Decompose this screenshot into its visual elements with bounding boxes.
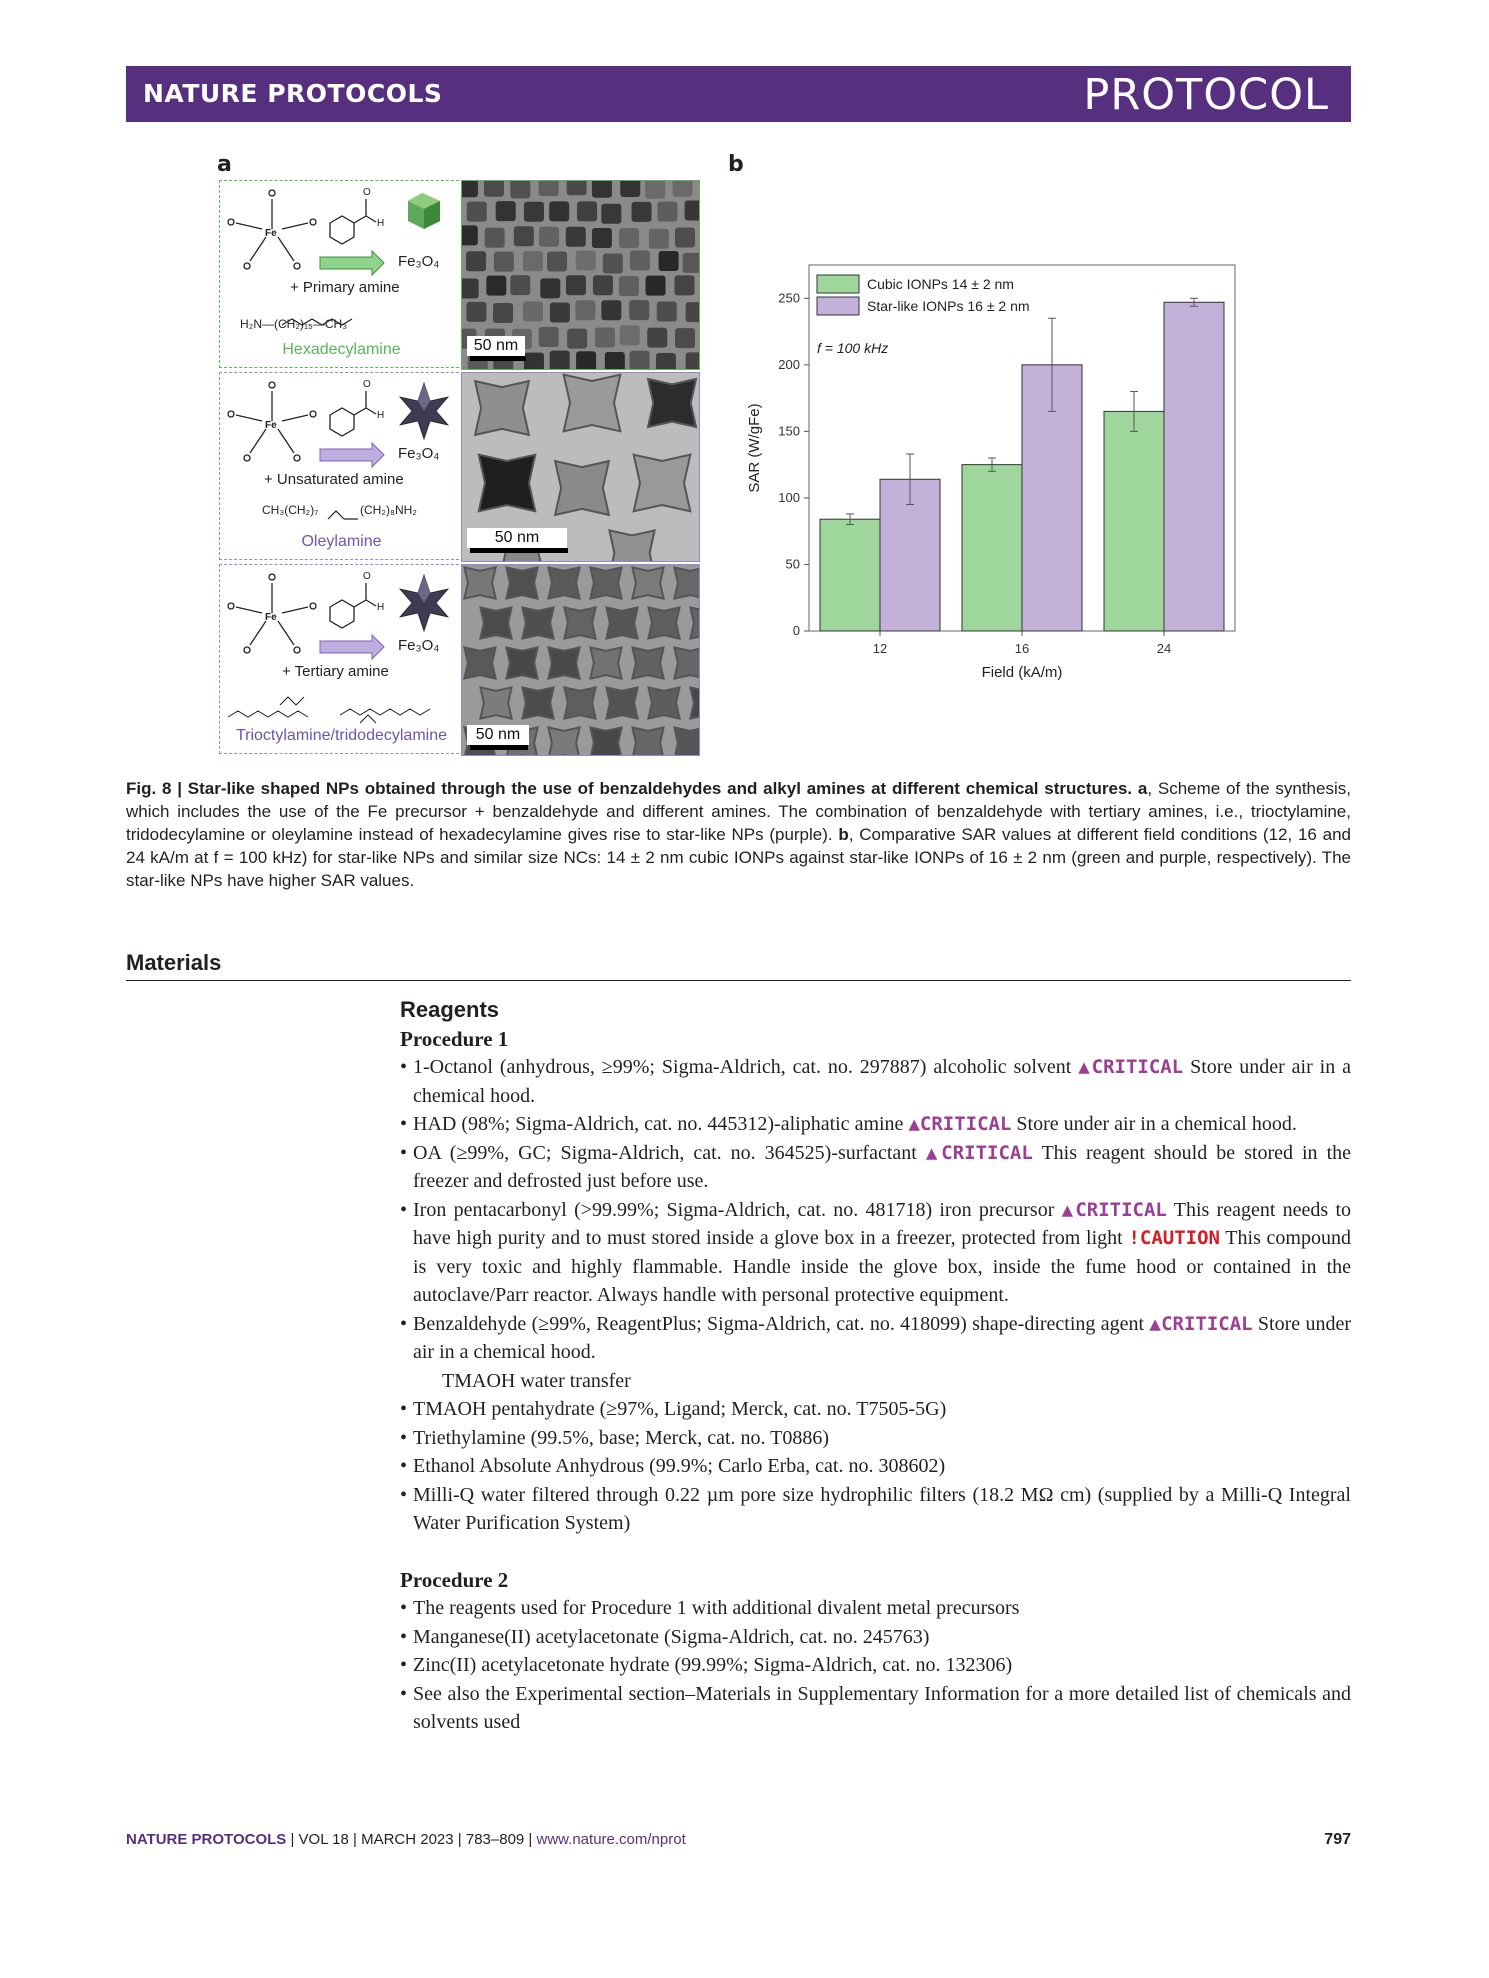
footer-volume: VOL 18 — [298, 1831, 349, 1848]
fe3o4-label: Fe₃O₄ — [398, 445, 440, 462]
nanostar — [590, 567, 621, 598]
nanocube — [592, 228, 612, 248]
critical-badge: ▲CRITICAL — [925, 1141, 1033, 1164]
nanocube — [675, 228, 695, 248]
fe-carbonyl-structure — [220, 181, 463, 367]
journal-name: NATURE PROTOCOLS — [143, 79, 443, 108]
amine-name-label: Hexadecylamine — [282, 341, 401, 358]
nanostar — [632, 567, 663, 598]
nanostar — [564, 687, 595, 718]
amine-type-label: + Unsaturated amine — [264, 471, 404, 488]
nanocube — [601, 300, 621, 320]
nanocube — [514, 226, 534, 246]
nanocube — [630, 351, 650, 369]
nanocube — [595, 328, 615, 348]
nanocube — [632, 202, 652, 222]
footer-journal: NATURE PROTOCOLS — [126, 1831, 287, 1848]
nanocube — [524, 202, 544, 222]
x-tick-label: 12 — [872, 641, 888, 656]
list-item: • Benzaldehyde (≥99%, ReagentPlus; Sigma-Aldrich, cat. no. 418099) shape-directing agent ▲CRITICAL Store under air in a chemical hood. — [400, 1310, 1351, 1367]
nanostar — [480, 607, 511, 638]
nanostar — [609, 530, 654, 561]
nanocube — [657, 302, 677, 322]
frequency-annotation: f = 100 kHz — [817, 340, 889, 356]
procedure-1-heading: Procedure 1 — [400, 1026, 509, 1051]
caution-badge: !CAUTION — [1128, 1227, 1220, 1249]
nanostar — [480, 687, 511, 718]
nanocube — [620, 181, 640, 197]
nanocube — [547, 251, 567, 271]
nanostar — [464, 567, 495, 598]
nanocube — [524, 353, 544, 369]
panel-a-label: a — [217, 152, 232, 177]
nanocube — [629, 300, 649, 320]
nanostar — [548, 647, 579, 678]
critical-badge: ▲CRITICAL — [1061, 1198, 1167, 1221]
nanocube — [672, 181, 692, 197]
nanocube — [675, 328, 695, 348]
nanocube — [674, 275, 694, 295]
procedure-1-list — [400, 1053, 1351, 1367]
bar-cubic-24 — [1104, 411, 1164, 631]
nanocube — [466, 302, 486, 322]
panel-b-label: b — [728, 152, 744, 177]
fe-carbonyl-structure — [220, 373, 463, 559]
reagents-section — [400, 996, 1351, 1737]
article-type: PROTOCOL — [1083, 70, 1329, 120]
y-tick-label: 0 — [792, 623, 800, 638]
nanocube — [683, 253, 699, 273]
hexadecylamine-formula: H₂N—(CH₂)₁₅—CH₃ — [240, 317, 348, 331]
nanostar — [648, 687, 679, 718]
fe-carbonyl-structure — [220, 565, 463, 753]
nanocube — [566, 275, 586, 295]
nanocube — [647, 328, 667, 348]
nanostar — [632, 647, 663, 678]
list-item: • Iron pentacarbonyl (>99.99%; Sigma-Aldrich, cat. no. 481718) iron precursor ▲CRITICAL This reagent needs to have high purity and to must stored inside a glove box in a freezer, protected from light !CAUTION This compound is very toxic and highly flammable. Handle inside the glove box, inside the fume hood or contained in the autoclave/Parr reactor. Always handle with personal protective equipment. — [400, 1196, 1351, 1310]
svg-text:O: O — [363, 187, 371, 198]
caption-b-text: , Comparative SAR values at different field conditions (12, 16 and 24 kA/m at f = 100 kHz) for star-like NPs and similar size NCs: 14 ± 2 nm cubic IONPs against star-like IONPs of 16 ± 2 nm (green and purple, respectively). The star-like NPs have higher SAR values. — [126, 825, 1351, 890]
nanostar — [648, 379, 696, 427]
caption-title: Fig. 8 | Star-like shaped NPs obtained through the use of benzaldehydes and alkyl amines at different chemical structures. — [126, 779, 1133, 798]
nanocube — [619, 276, 639, 296]
caption-a-label: a — [1137, 779, 1148, 798]
scale-bar-label: 50 nm — [467, 528, 567, 548]
list-item: • Ethanol Absolute Anhydrous (99.9%; Carlo Erba, cat. no. 308602) — [400, 1452, 1351, 1481]
nanocube — [645, 181, 665, 199]
nanocube — [620, 325, 640, 345]
footer-pages: 783–809 — [465, 1831, 525, 1848]
scale-bar-label: 50 nm — [467, 336, 525, 356]
scale-bar — [470, 745, 528, 750]
nanocube — [577, 201, 597, 221]
nanostar — [522, 687, 553, 718]
nanocube — [462, 278, 479, 298]
nanocube — [576, 250, 596, 270]
nanocube — [539, 327, 559, 347]
nanostar — [479, 455, 536, 512]
scale-bar — [470, 356, 526, 361]
y-tick-label: 50 — [785, 556, 800, 572]
nanostar — [464, 647, 495, 678]
nanocube — [510, 275, 530, 295]
nanostar — [674, 647, 699, 678]
nanocube — [603, 253, 623, 273]
nanostar — [648, 607, 679, 638]
tmaoh-list — [400, 1395, 1351, 1538]
oleylamine-formula-right: (CH₂)₈NH₂ — [360, 503, 417, 517]
nanocube — [656, 353, 676, 369]
nanocube — [550, 303, 570, 323]
svg-text:Fe: Fe — [265, 420, 277, 431]
nanocube — [540, 278, 560, 298]
tem-image-stars-tertiary — [461, 564, 700, 756]
nanostar — [475, 381, 529, 435]
nanocube — [646, 276, 666, 296]
tem-image-cubes — [461, 180, 700, 370]
scheme-row-unsaturated-amine — [219, 372, 464, 560]
list-item: • 1-Octanol (anhydrous, ≥99%; Sigma-Aldrich, cat. no. 297887) alcoholic solvent ▲CRITICAL Store under air in a chemical hood. — [400, 1053, 1351, 1110]
journal-header-bar — [126, 66, 1351, 122]
x-tick-label: 16 — [1014, 641, 1030, 656]
x-axis-label: Field (kA/m) — [981, 664, 1063, 681]
nanocube — [593, 275, 613, 295]
nanostar — [548, 727, 579, 755]
list-item: • TMAOH pentahydrate (≥97%, Ligand; Merck, cat. no. T7505-5G) — [400, 1395, 1351, 1424]
nanostar — [634, 455, 691, 512]
nanostar — [522, 607, 553, 638]
caption-a-text: , Scheme of the synthesis, which includes the use of the Fe precursor + benzaldehyde and different amines. The combination of benzaldehyde with tertiary amines, i.e., trioctylamine, tridodecylamine or oleylamine instead of hexadecylamine gives rise to star-like NPs (purple). — [126, 779, 1351, 844]
nanocube — [549, 201, 569, 221]
svg-text:Fe: Fe — [265, 612, 277, 623]
nanocube — [649, 229, 669, 249]
scale-bar-label: 50 nm — [467, 725, 529, 745]
list-item: • Milli-Q water filtered through 0.22 µm pore size hydrophilic filters (18.2 MΩ cm) (supplied by a Milli-Q Integral Water Purification System) — [400, 1481, 1351, 1538]
footer-date: MARCH 2023 — [361, 1831, 454, 1848]
footer-url[interactable]: www.nature.com/nprot — [536, 1831, 686, 1848]
nanocube — [523, 301, 543, 321]
nanostar — [674, 727, 699, 755]
nanocube — [659, 251, 679, 271]
nanostar — [548, 567, 579, 598]
nanocube — [485, 228, 505, 248]
nanostar — [555, 461, 609, 515]
page-footer: NATURE PROTOCOLS | VOL 18 | MARCH 2023 | 783–809 | www.nature.com/nprot 797 — [126, 1831, 1351, 1848]
critical-badge: ▲CRITICAL — [1149, 1312, 1253, 1335]
nanocube — [510, 181, 530, 199]
nanocube — [566, 227, 586, 247]
x-tick-label: 24 — [1156, 641, 1172, 656]
nanocube — [685, 201, 699, 221]
nanocube — [550, 351, 570, 369]
nanostar — [606, 687, 637, 718]
nanocube — [601, 204, 621, 224]
nanocube — [567, 329, 587, 349]
list-item: • See also the Experimental section–Materials in Supplementary Information for a more detailed list of chemicals and solvents used — [400, 1680, 1351, 1737]
legend-label: Star-like IONPs 16 ± 2 nm — [867, 298, 1030, 314]
y-tick-label: 150 — [778, 423, 800, 439]
fe3o4-label: Fe₃O₄ — [398, 253, 440, 270]
y-tick-label: 250 — [778, 290, 800, 306]
amine-name-label: Oleylamine — [301, 533, 382, 550]
nanocube — [575, 300, 595, 320]
nanocube — [539, 181, 559, 196]
y-tick-label: 100 — [778, 489, 800, 505]
oleylamine-formula-left: CH₃(CH₂)₇ — [262, 503, 319, 517]
nanocube — [467, 202, 487, 222]
nanocube — [494, 252, 514, 272]
bar-cubic-16 — [962, 465, 1022, 631]
nanostar — [506, 567, 537, 598]
amine-name-label: Trioctylamine/tridodecylamine — [235, 727, 448, 744]
y-axis-label: SAR (W/gFe) — [746, 403, 763, 493]
svg-text:H: H — [377, 602, 385, 613]
nanocube — [462, 181, 478, 197]
list-item: • OA (≥99%, GC; Sigma-Aldrich, cat. no. 364525)-surfactant ▲CRITICAL This reagent should be stored in the freezer and defrosted just before use. — [400, 1139, 1351, 1196]
tem-image-stars — [461, 372, 700, 562]
nanocube — [496, 201, 516, 221]
scheme-row-tertiary-amine — [219, 564, 464, 754]
nanocube — [466, 251, 486, 271]
nanocube — [657, 202, 677, 222]
list-item: • Triethylamine (99.5%, base; Merck, cat. no. T0886) — [400, 1424, 1351, 1453]
nanocube — [686, 352, 699, 369]
nanostar — [590, 727, 621, 755]
legend-swatch — [817, 297, 859, 315]
legend-swatch — [817, 275, 859, 293]
nanocube — [462, 225, 478, 245]
fe3o4-label: Fe₃O₄ — [398, 637, 440, 654]
nanocube — [493, 303, 513, 323]
nanostar — [564, 607, 595, 638]
tmaoh-heading: TMAOH water transfer — [442, 1369, 631, 1392]
amine-type-label: + Tertiary amine — [282, 663, 389, 680]
nanostar — [564, 375, 621, 432]
reagents-heading: Reagents — [400, 997, 500, 1022]
figure-caption — [126, 777, 1351, 892]
materials-heading: Materials — [126, 950, 222, 975]
svg-text:H: H — [377, 218, 385, 229]
svg-text:O: O — [363, 379, 371, 390]
critical-badge: ▲CRITICAL — [908, 1113, 1012, 1135]
svg-text:Fe: Fe — [265, 228, 277, 239]
svg-text:H: H — [377, 410, 385, 421]
sar-bar-chart — [720, 190, 1280, 710]
critical-badge: ▲CRITICAL — [1078, 1056, 1184, 1078]
nanostar — [690, 687, 699, 718]
nanocube — [539, 227, 559, 247]
nanocube — [523, 251, 543, 271]
amine-type-label: + Primary amine — [290, 279, 400, 296]
svg-text:O: O — [363, 571, 371, 582]
nanostar — [690, 607, 699, 638]
bar-cubic-12 — [820, 519, 880, 631]
nanocube — [686, 302, 699, 322]
nanocube — [630, 251, 650, 271]
section-divider — [126, 980, 1351, 981]
nanocube — [567, 181, 587, 195]
nanostar — [506, 647, 537, 678]
list-item: • Manganese(II) acetylacetonate (Sigma-Aldrich, cat. no. 245763) — [400, 1623, 1351, 1652]
nanocube — [486, 276, 506, 296]
nanocube — [592, 181, 612, 198]
scale-bar — [470, 548, 568, 553]
procedure-2-heading: Procedure 2 — [400, 1567, 509, 1592]
list-item: • HAD (98%; Sigma-Aldrich, cat. no. 445312)-aliphatic amine ▲CRITICAL Store under air in a chemical hood. — [400, 1110, 1351, 1139]
nanocube — [619, 228, 639, 248]
y-tick-label: 200 — [778, 356, 800, 372]
procedure-2-list — [400, 1594, 1351, 1737]
bar-star-24 — [1164, 302, 1224, 631]
nanostar — [606, 607, 637, 638]
nanostar — [632, 727, 663, 755]
list-item: • The reagents used for Procedure 1 with additional divalent metal precursors — [400, 1594, 1351, 1623]
nanocube — [605, 352, 625, 369]
caption-b-label: b — [838, 825, 849, 844]
nanocube — [484, 181, 504, 197]
nanocube — [576, 351, 596, 369]
list-item: • Zinc(II) acetylacetonate hydrate (99.99%; Sigma-Aldrich, cat. no. 132306) — [400, 1651, 1351, 1680]
scheme-row-primary-amine — [219, 180, 464, 368]
page-number: 797 — [1324, 1831, 1351, 1848]
nanostar — [590, 647, 621, 678]
nanostar — [674, 567, 699, 598]
legend-label: Cubic IONPs 14 ± 2 nm — [867, 276, 1014, 292]
